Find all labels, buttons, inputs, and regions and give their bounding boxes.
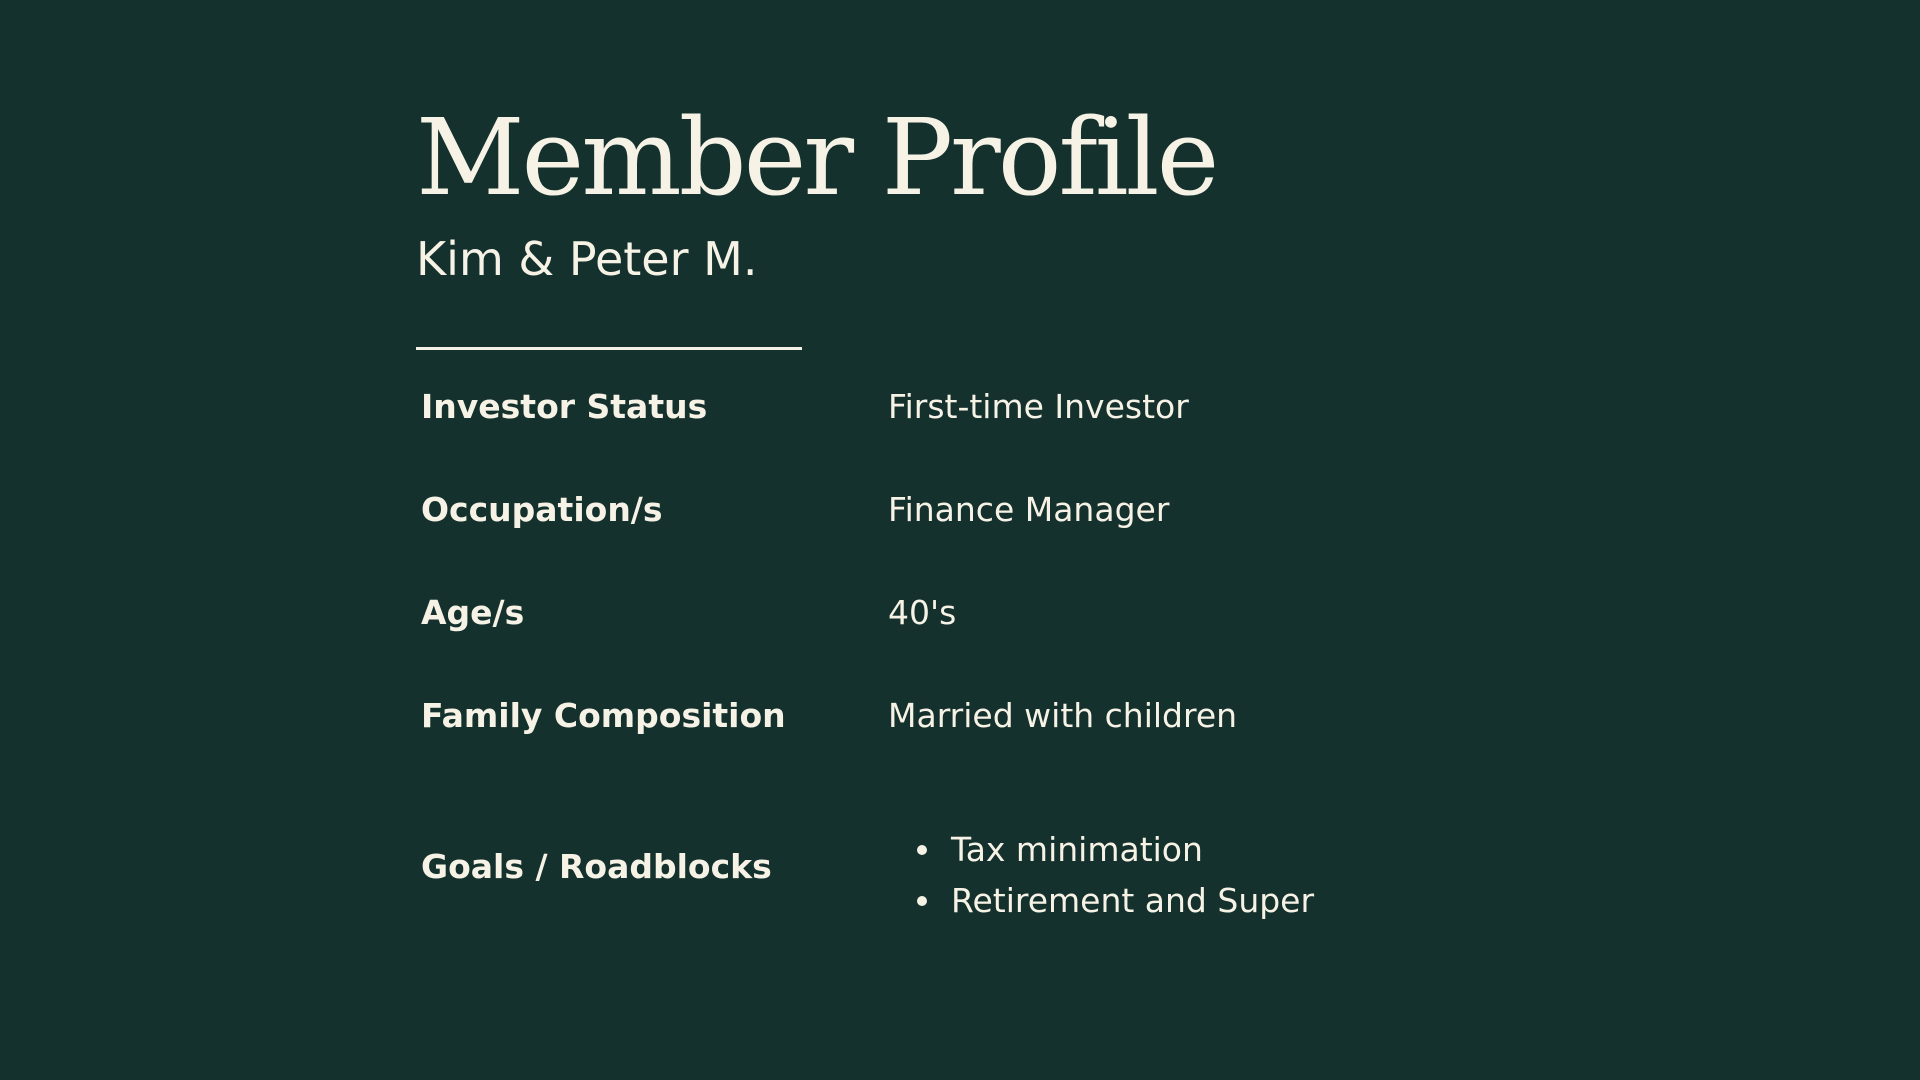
row-value-investor-status: First-time Investor (888, 387, 1189, 426)
row-value-family-composition: Married with children (888, 696, 1238, 735)
goals-list (915, 824, 1314, 926)
goal-text: Tax minimation (951, 830, 1203, 869)
bullet-icon (917, 845, 927, 855)
member-name: Kim & Peter M. (416, 232, 758, 286)
row-label-age: Age/s (421, 593, 525, 632)
row-label-goals-roadblocks: Goals / Roadblocks (421, 847, 772, 886)
list-item (915, 824, 1314, 875)
bullet-icon (917, 896, 927, 906)
row-label-family-composition: Family Composition (421, 696, 786, 735)
list-item (915, 875, 1314, 926)
page-title: Member Profile (416, 96, 1217, 219)
row-value-occupation: Finance Manager (888, 490, 1170, 529)
row-label-investor-status: Investor Status (421, 387, 708, 426)
row-label-occupation: Occupation/s (421, 490, 663, 529)
title-divider (416, 347, 802, 350)
row-value-age: 40's (888, 593, 957, 632)
goal-text: Retirement and Super (951, 881, 1315, 920)
